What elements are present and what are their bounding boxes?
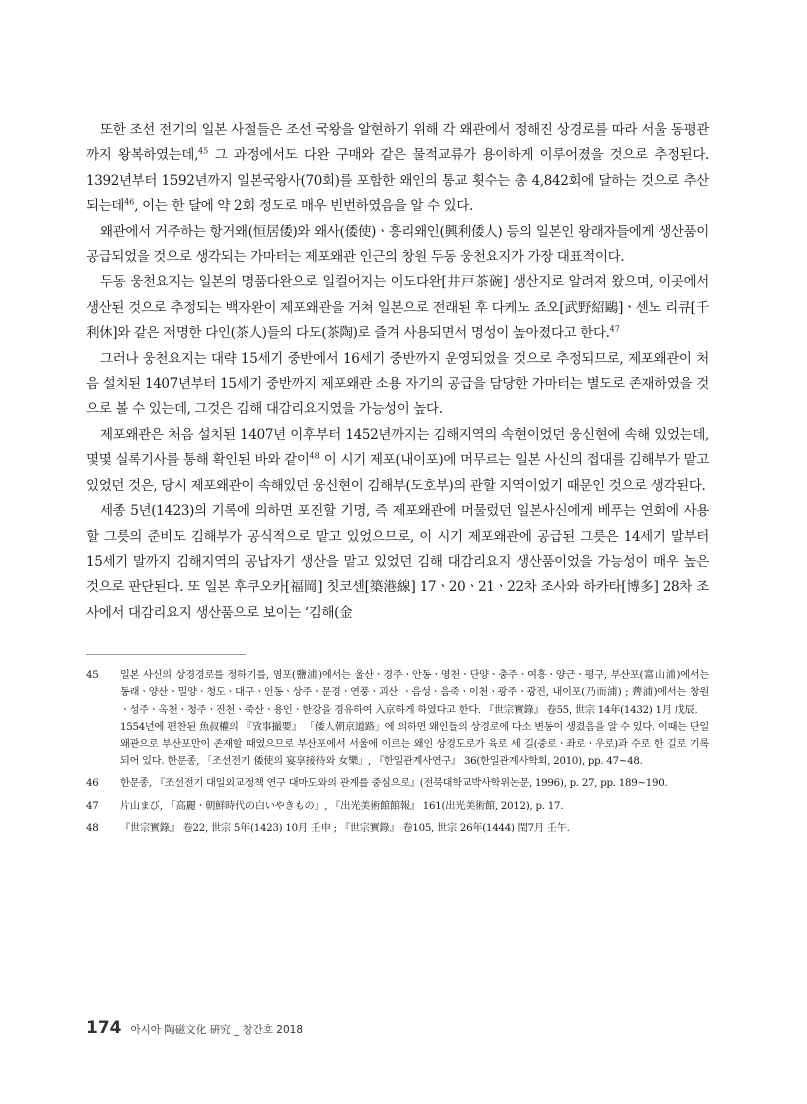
paragraph-6: 세종 5년(1423)의 기록에 의하면 포진할 기명, 즉 제포왜관에 머물렀던 일본사신에게 베푸는 연회에 사용할 그릇의 준비도 김해부가 공식적으로 맡고 있었으므로, 이 시기 제포왜관에 공급된 그릇은 14세기 말부터 15세기 말까지 김해지역의 공납자기 생산을 맡고 있었던 김해 대감리요지 생산품이었을 가능성이 매우 높은 것으로 판단된다. 또 일본 후쿠오카[福岡] 칫코센[築港線] 17ㆍ20ㆍ21ㆍ22차 조사와 하카타[博多] 28차 조사에서 대감리요지 생산품으로 보이는 ‘김해(金 (86, 503, 709, 621)
footnote-number: 46 (86, 778, 99, 790)
p5-text-b: 이 시기 제포(내이포)에 머무르는 일본 사신의 접대를 김해부가 맡고 있었던 것은, 당시 제포왜관이 속해있던 웅신현이 김해부(도호부)의 관할 지역이었기 때문인 것으로 생각된다. (86, 452, 710, 494)
journal-title: 아시아 陶磁文化 硏究 _ 창간호 2018 (130, 1024, 304, 1036)
paragraph-3 (86, 270, 709, 346)
footnote-number: 47 (86, 800, 99, 812)
paragraph-1 (86, 118, 709, 220)
p1-text-a: 또한 조선 전기의 일본 사절들은 조선 국왕을 알현하기 위해 각 왜관에서 정해진 상경로를 따라 서울 동평관까지 왕복하였는데, (86, 122, 709, 164)
footnote-line: 일본 사신의 상경경로를 정하기를, 염포(鹽浦)에서는 울산ㆍ경주ㆍ안동ㆍ영천ㆍ단양ㆍ충주ㆍ여흥ㆍ양근ㆍ평구, 부산포(富山浦)에서는 동래ㆍ양산ㆍ밀양ㆍ청도ㆍ대구ㆍ인동ㆍ상주ㆍ문경ㆍ연풍ㆍ괴산 ㆍ음성ㆍ음죽ㆍ이천ㆍ광주ㆍ광진, 내이포(乃而浦) ; 薺浦)에서는 창원ㆍ성주ㆍ옥천ㆍ청주ㆍ진천ㆍ죽산ㆍ용인ㆍ한강을 경유하여 入京하게 하였다고 한다. 『世宗實錄』 卷55, 世宗 14年(1432) 1月 戊辰. (120, 670, 709, 716)
footnote-body (120, 775, 709, 792)
footnote-ref-48[interactable]: 48 (309, 451, 320, 461)
paragraph-5 (86, 423, 709, 499)
page-number: 174 (86, 1018, 122, 1038)
footnote-47 (86, 798, 709, 815)
main-text (86, 118, 709, 626)
footnote-line: 1554년에 편찬된 魚叔權의 『攷事撮要』 「倭人朝京道路」에 의하면 왜인들의 상경로에 다소 변동이 생겼음을 알 수 있다. 이때는 단일왜관으로 부산포만이 존재할 때였으므로 부산포에서 서울에 이르는 왜인 상경도로가 육로 세 길(중로ㆍ좌로ㆍ우로)과 수로 한 길로 기록되어 있다. 한문종, 「조선전기 倭使의 宴享接待와 女樂」, 『한일관계사연구』 36(한일관계사학회, 2010), pp. 47~48. (120, 721, 709, 768)
footnote-48 (86, 820, 709, 837)
footnote-46 (86, 775, 709, 792)
paragraph-4: 그러나 웅천요지는 대략 15세기 중반에서 16세기 중반까지 운영되었을 것으로 추정되므로, 제포왜관이 처음 설치된 1407년부터 15세기 중반까지 제포왜관 소용 자기의 공급을 담당한 가마터는 별도로 존재하였을 것으로 볼 수 있는데, 그것은 김해 대감리요지였을 가능성이 높다. (86, 350, 709, 418)
footnote-number: 48 (86, 822, 99, 834)
paragraph-2: 왜관에서 거주하는 항거왜(恒居倭)와 왜사(倭使)ㆍ흥리왜인(興利倭人) 등의 일본인 왕래자들에게 생산품이 공급되었을 것으로 생각되는 가마터는 제포왜관 인근의 창원 두동 웅천요지가 가장 대표적이다. (86, 223, 709, 266)
footnote-ref-46[interactable]: 46 (124, 197, 135, 207)
footnote-line: 『世宗實錄』 卷22, 世宗 5年(1423) 10月 壬申 ; 『世宗實錄』 卷105, 世宗 26年(1444) 閏7月 壬午. (120, 822, 570, 834)
footnote-line: 片山まび, 「高麗ㆍ朝鮮時代の白いやきもの」, 『出光美術館館報』 161(出光美術館, 2012), p. 17. (120, 800, 564, 812)
footnote-divider (86, 654, 246, 655)
footnote-45 (86, 667, 709, 770)
page-footer (86, 1018, 303, 1038)
p3-text-a: 두동 웅천요지는 일본의 명품다완으로 일컬어지는 이도다완[井戸茶碗] 생산지로 알려져 왔으며, 이곳에서 생산된 것으로 추정되는 백자완이 제포왜관을 거쳐 일본으로 전래된 후 다케노 죠오[武野紹鷗]ㆍ센노 리큐[千利休]와 같은 저명한 다인(茶人)들의 다도(茶陶)로 즐겨 사용되면서 명성이 높아졌다고 한다. (86, 274, 709, 342)
p1-text-c: , 이는 한 달에 약 2회 정도로 매우 빈번하였음을 알 수 있다. (134, 198, 473, 215)
footnote-number: 45 (86, 670, 99, 682)
footnote-ref-47[interactable]: 47 (609, 324, 620, 334)
footnote-body (120, 667, 709, 770)
footnote-body (120, 798, 709, 815)
p1-text-b: 그 과정에서도 다완 구매와 같은 물적교류가 용이하게 이루어졌을 것으로 추정된다. 1392년부터 1592년까지 일본국왕사(70회)를 포함한 왜인의 통교 횟수는 총 4,842회에 달하는 것으로 추산되는데 (86, 147, 709, 215)
page-content (86, 118, 709, 842)
p5-text-a: 제포왜관은 처음 설치된 1407년 이후부터 1452년까지는 김해지역의 속현이었던 웅신현에 속해 있었는데, 몇몇 실록기사를 통해 확인된 바와 같이 (86, 426, 709, 469)
footnote-ref-45[interactable]: 45 (198, 146, 209, 156)
footnote-line: 한문종, 『조선전기 대일외교정책 연구 대마도와의 관계를 중심으로』(전북대학교박사학위논문, 1996), p. 27, pp. 189~190. (120, 778, 668, 790)
footnotes (86, 667, 709, 837)
footnote-body (120, 820, 709, 837)
